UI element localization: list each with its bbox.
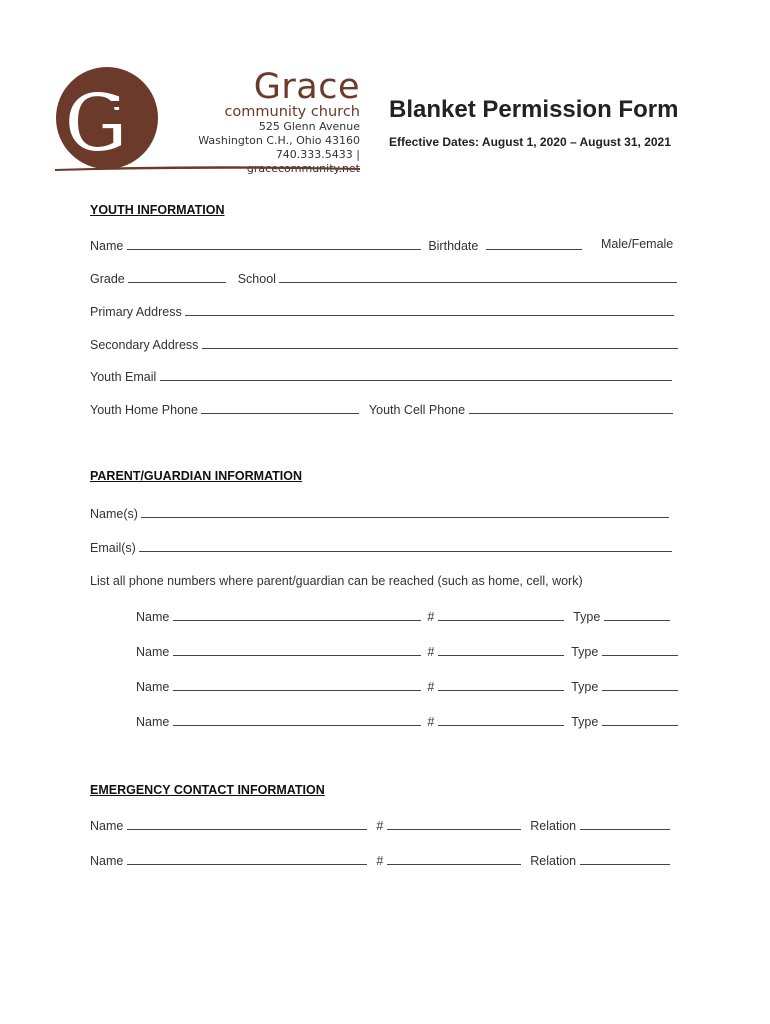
effective-dates: Effective Dates: August 1, 2020 – August 31, 2021 xyxy=(389,135,671,149)
church-logo-text xyxy=(165,67,360,176)
parent-phone-number-field[interactable] xyxy=(438,713,564,726)
church-logo-mark xyxy=(52,66,162,170)
birthdate-field[interactable] xyxy=(486,237,582,250)
grade-school-row xyxy=(90,270,677,286)
parent-phone-number-label: # xyxy=(427,610,435,624)
parent-emails-label: Email(s) xyxy=(90,541,136,555)
emergency-relation-label: Relation xyxy=(530,854,577,868)
church-subtitle: community church xyxy=(224,104,360,120)
emergency-contact-row xyxy=(90,817,670,833)
svg-text:G: G xyxy=(64,79,128,169)
parent-phone-number-field[interactable] xyxy=(438,608,564,621)
gender-label[interactable]: Male/Female xyxy=(601,237,674,251)
logo-swoosh xyxy=(55,163,360,173)
youth-cell-phone-field[interactable] xyxy=(469,401,673,414)
youth-name-row xyxy=(90,237,582,253)
emergency-relation-field[interactable] xyxy=(580,852,670,865)
parent-phone-row xyxy=(136,608,670,624)
emergency-relation-field[interactable] xyxy=(580,817,670,830)
parent-names-field[interactable] xyxy=(141,505,669,518)
parent-phone-number-label: # xyxy=(427,645,435,659)
emergency-name-label: Name xyxy=(90,819,124,833)
parent-phone-name-field[interactable] xyxy=(173,608,421,621)
parent-phone-name-label: Name xyxy=(136,610,170,624)
youth-name-field[interactable] xyxy=(127,237,421,250)
parent-phone-row xyxy=(136,713,678,729)
parent-phone-name-field[interactable] xyxy=(173,643,421,656)
primary-address-row xyxy=(90,303,674,319)
youth-email-label: Youth Email xyxy=(90,370,157,384)
form-title: Blanket Permission Form xyxy=(389,96,679,123)
primary-address-label: Primary Address xyxy=(90,305,182,319)
youth-section-heading: YOUTH INFORMATION xyxy=(90,203,225,217)
parent-emails-row xyxy=(90,539,672,555)
parent-names-row xyxy=(90,505,669,521)
school-field[interactable] xyxy=(279,270,677,283)
parent-phone-type-field[interactable] xyxy=(602,643,678,656)
youth-email-field[interactable] xyxy=(160,368,672,381)
grade-label: Grade xyxy=(90,272,125,286)
parent-phone-number-label: # xyxy=(427,680,435,694)
parent-section-heading: PARENT/GUARDIAN INFORMATION xyxy=(90,469,303,483)
emergency-relation-label: Relation xyxy=(530,819,577,833)
parent-phone-name-label: Name xyxy=(136,645,170,659)
parent-phone-row xyxy=(136,678,678,694)
youth-phone-row xyxy=(90,401,673,417)
parent-phone-type-field[interactable] xyxy=(602,713,678,726)
youth-name-label: Name xyxy=(90,239,124,253)
secondary-address-field[interactable] xyxy=(202,336,678,349)
birthdate-label: Birthdate xyxy=(428,239,479,253)
parent-phone-number-field[interactable] xyxy=(438,643,564,656)
church-address-line1: 525 Glenn Avenue xyxy=(258,120,360,133)
parent-emails-field[interactable] xyxy=(139,539,672,552)
emergency-contact-row xyxy=(90,852,670,868)
youth-cell-phone-label: Youth Cell Phone xyxy=(368,403,466,417)
parent-phone-name-field[interactable] xyxy=(173,713,421,726)
parent-phone-type-field[interactable] xyxy=(602,678,678,691)
parent-phone-type-field[interactable] xyxy=(604,608,670,621)
parent-phone-row xyxy=(136,643,678,659)
parent-phone-type-label: Type xyxy=(573,610,601,624)
primary-address-field[interactable] xyxy=(185,303,674,316)
parent-phone-name-label: Name xyxy=(136,715,170,729)
emergency-name-field[interactable] xyxy=(127,817,367,830)
emergency-number-label: # xyxy=(376,854,384,868)
secondary-address-label: Secondary Address xyxy=(90,338,199,352)
parent-phone-type-label: Type xyxy=(571,645,599,659)
emergency-number-field[interactable] xyxy=(387,817,521,830)
parent-phone-name-label: Name xyxy=(136,680,170,694)
parent-phone-name-field[interactable] xyxy=(173,678,421,691)
parent-phone-number-label: # xyxy=(427,715,435,729)
parent-phone-type-label: Type xyxy=(571,715,599,729)
parent-phones-note: List all phone numbers where parent/guardian can be reached (such as home, cell, work) xyxy=(90,574,583,588)
youth-home-phone-field[interactable] xyxy=(201,401,359,414)
parent-names-label: Name(s) xyxy=(90,507,138,521)
secondary-address-row xyxy=(90,336,678,352)
parent-phone-type-label: Type xyxy=(571,680,599,694)
youth-home-phone-label: Youth Home Phone xyxy=(90,403,198,417)
grade-field[interactable] xyxy=(128,270,226,283)
school-label: School xyxy=(237,272,276,286)
emergency-number-label: # xyxy=(376,819,384,833)
emergency-name-field[interactable] xyxy=(127,852,367,865)
emergency-name-label: Name xyxy=(90,854,124,868)
emergency-section-heading: EMERGENCY CONTACT INFORMATION xyxy=(90,783,325,797)
church-address-line2: Washington C.H., Ohio 43160 xyxy=(198,134,360,147)
church-contact: 740.333.5433 | xyxy=(275,148,360,161)
emergency-number-field[interactable] xyxy=(387,852,521,865)
parent-phone-number-field[interactable] xyxy=(438,678,564,691)
church-name: Grace xyxy=(253,67,360,107)
youth-email-row xyxy=(90,368,672,384)
